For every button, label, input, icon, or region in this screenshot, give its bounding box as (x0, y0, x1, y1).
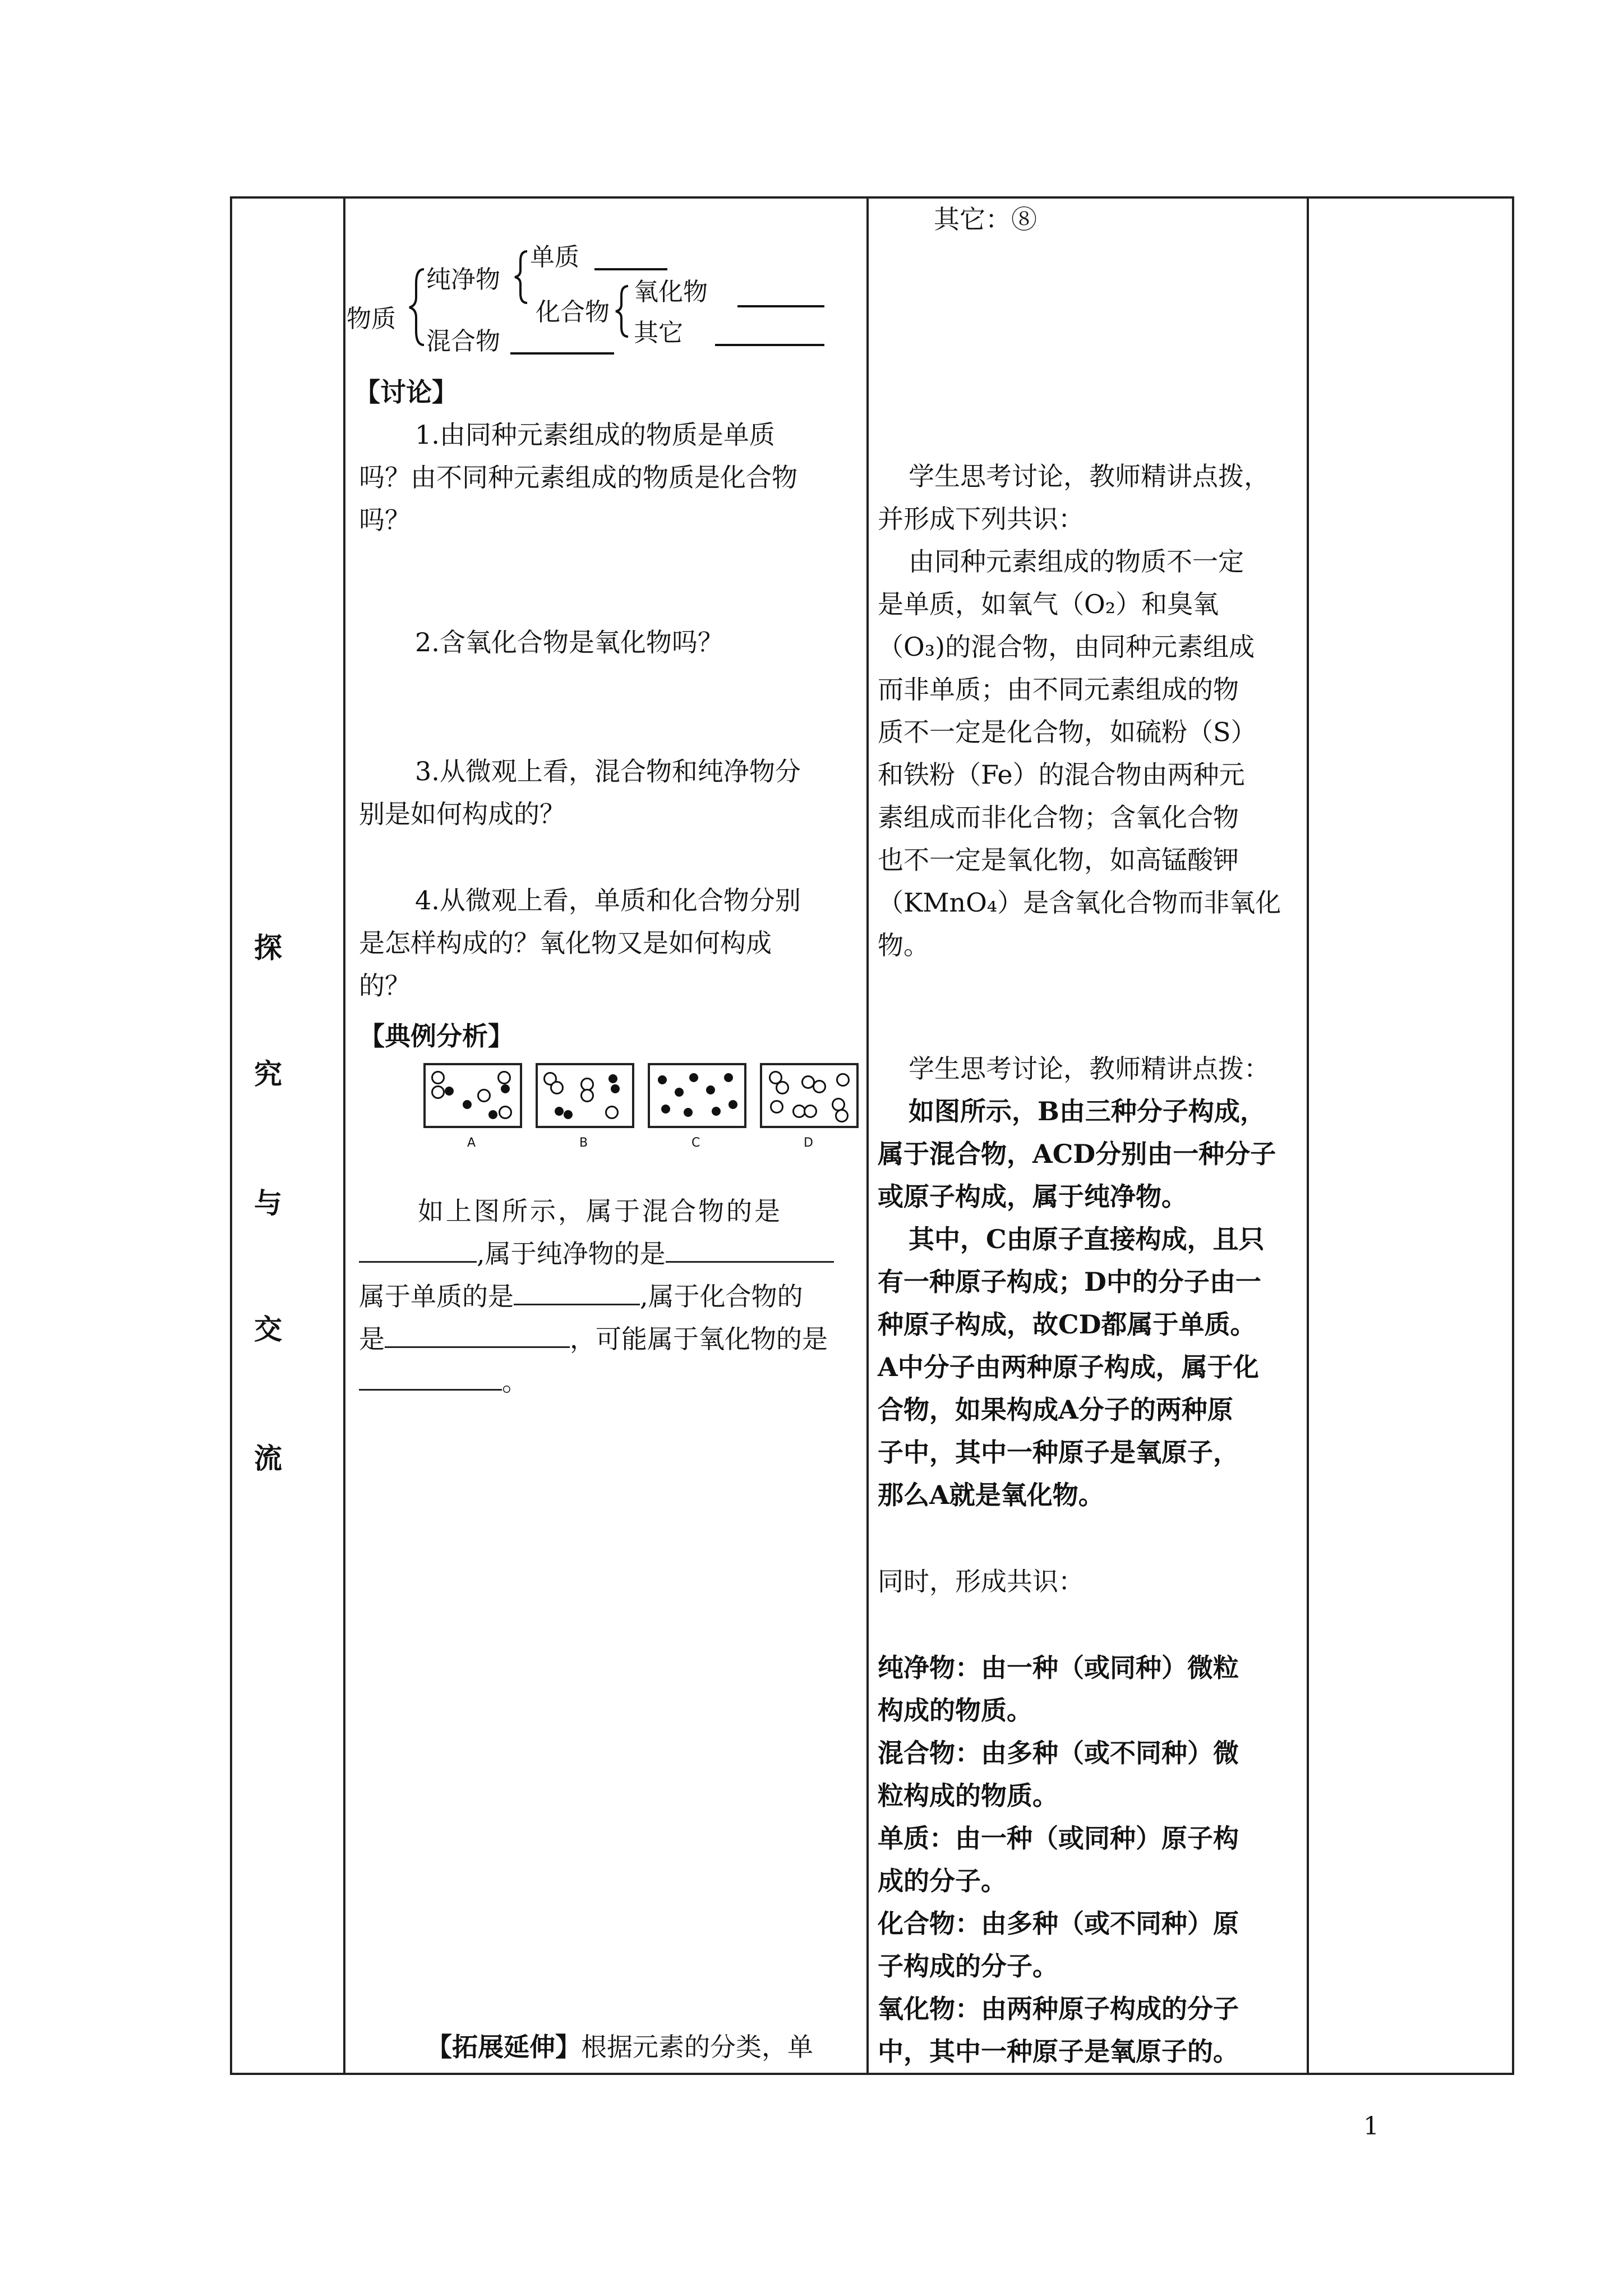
right-p2-line: 素组成而非化合物；含氧化合物 (878, 802, 1239, 832)
side-label-char: 交 (254, 1313, 282, 1346)
filled-atom (463, 1100, 472, 1109)
right-p3: 学生思考讨论，教师精讲点拨： (909, 1053, 1270, 1084)
panel-caption: A (467, 1136, 476, 1150)
right-p2-line: （KMnO₄）是含氧化合物而非氧化 (878, 887, 1281, 918)
question-1-line: 吗？ (359, 505, 411, 535)
right-p4-line: 有一种原子构成；D中的分子由一 (878, 1267, 1261, 1297)
table-bottom-border (230, 2073, 1514, 2075)
side-label-char: 探 (254, 931, 282, 964)
example-line-3 (359, 1274, 803, 1318)
right-p4-line: 属于混合物，ACD分别由一种分子 (878, 1139, 1276, 1169)
table-col-border-5 (1512, 196, 1514, 2075)
panel-b (536, 1063, 634, 1128)
right-top-text: 其它：⑧ (934, 204, 1037, 234)
page-number: 1 (1363, 2112, 1379, 2141)
example-text: 如上图所示，属于混合物的是 (418, 1196, 782, 1226)
definition-line: 成的分子。 (878, 1866, 1007, 1896)
right-p5: 同时，形成共识： (878, 1566, 1084, 1596)
answer-blank-compound[interactable] (385, 1324, 570, 1348)
filled-atom (684, 1108, 693, 1117)
answer-blank-pure[interactable] (666, 1239, 834, 1263)
answer-blank-mixture[interactable] (359, 1239, 477, 1263)
answer-blank-oxide[interactable] (359, 1366, 502, 1391)
definition-line: 混合物：由多种（或不同种）微 (878, 1738, 1239, 1768)
definition-line: 化合物：由多种（或不同种）原 (878, 1908, 1239, 1939)
open-atom (836, 1073, 850, 1087)
definition-line: 单质：由一种（或同种）原子构 (878, 1823, 1239, 1853)
right-p2-line: 也不一定是氧化物，如高锰酸钾 (878, 845, 1239, 875)
example-line-5 (359, 1360, 528, 1404)
filled-atom (445, 1087, 454, 1096)
definition-line: 粒构成的物质。 (878, 1780, 1058, 1811)
open-atom (804, 1105, 817, 1118)
right-p1-line: 并形成下列共识： (878, 504, 1084, 534)
diagram-compound-label: 化合物 (536, 298, 610, 326)
open-atom (550, 1081, 564, 1094)
filled-atom (675, 1088, 684, 1097)
filled-atom (712, 1107, 721, 1116)
panel-caption: D (804, 1136, 813, 1150)
right-p4-line: 子中，其中一种原子是氧原子， (878, 1437, 1239, 1467)
right-p4-line: 合物，如果构成A分子的两种原 (878, 1395, 1233, 1425)
filled-atom (501, 1084, 510, 1093)
filled-atom (728, 1100, 737, 1109)
diagram-pure-label: 纯净物 (426, 265, 500, 294)
table-col-border-3 (866, 196, 869, 2075)
side-label-char: 与 (254, 1186, 282, 1220)
filled-atom (689, 1073, 698, 1082)
diagram-mixture-label: 混合物 (426, 327, 500, 356)
diagram-root-label: 物质 (347, 305, 396, 333)
filled-atom (611, 1084, 620, 1093)
example-line-4 (359, 1317, 828, 1361)
question-2: 2.含氧化合物是氧化物吗？ (415, 627, 723, 657)
filled-atom (658, 1075, 667, 1084)
open-atom (580, 1089, 594, 1102)
right-p2-line: 由同种元素组成的物质不一定 (909, 546, 1244, 577)
table-top-border (230, 196, 1514, 199)
open-atom (499, 1106, 512, 1119)
right-p2-line: 物。 (878, 930, 929, 960)
right-p1-line: 学生思考讨论，教师精讲点拨， (909, 461, 1270, 491)
right-p2-line: 和铁粉（Fe）的混合物由两种元 (878, 760, 1245, 790)
filled-atom (661, 1105, 670, 1114)
extend-text: 根据元素的分类，单 (581, 2032, 813, 2062)
extend-title: 【拓展延伸】 (426, 2032, 581, 2062)
panel-caption: C (691, 1136, 700, 1150)
filled-atom (608, 1074, 617, 1083)
open-atom (770, 1100, 783, 1114)
open-atom (776, 1081, 789, 1094)
example-title: 【典例分析】 (359, 1021, 514, 1051)
question-4-line: 4.从微观上看，单质和化合物分别 (415, 885, 801, 915)
question-1-line: 吗？由不同种元素组成的物质是化合物 (359, 462, 797, 493)
filled-atom (564, 1110, 573, 1119)
right-p4-line: 如图所示，B由三种分子构成， (909, 1096, 1266, 1126)
right-p4-line: 或原子构成，属于纯净物。 (878, 1181, 1187, 1212)
question-3-line: 3.从微观上看，混合物和纯净物分 (415, 756, 801, 786)
question-1-line: 1.由同种元素组成的物质是单质 (415, 420, 775, 450)
example-text: 属于单质的是 (359, 1281, 514, 1312)
right-p2-line: （O₃)的混合物，由同种元素组成 (878, 632, 1255, 662)
filled-atom (724, 1073, 733, 1082)
right-p4-line: 那么A就是氧化物。 (878, 1480, 1104, 1510)
extend-line (426, 2025, 813, 2069)
open-atom (497, 1071, 511, 1084)
definition-line: 中，其中一种原子是氧原子的。 (878, 2036, 1239, 2067)
example-text: 是 (359, 1324, 385, 1354)
example-text: 。 (502, 1366, 528, 1397)
panel-d (760, 1063, 859, 1128)
side-label-char: 究 (254, 1057, 282, 1091)
panel-a (423, 1063, 522, 1128)
side-label-char: 流 (254, 1442, 282, 1475)
example-text: ,属于化合物的 (640, 1281, 803, 1312)
discussion-title: 【讨论】 (354, 377, 458, 407)
question-4-line: 是怎样构成的？氧化物又是如何构成 (359, 928, 772, 958)
open-atom (835, 1109, 849, 1122)
right-p2-line: 是单质，如氧气（O₂）和臭氧 (878, 589, 1219, 619)
example-text: ，可能属于氧化物的是 (570, 1324, 828, 1354)
example-line-1 (418, 1189, 782, 1233)
example-text: ,属于纯净物的是 (477, 1239, 666, 1269)
table-col-border-2 (343, 196, 345, 2075)
table-col-border-1 (230, 196, 232, 2075)
table-col-border-4 (1307, 196, 1309, 2075)
right-p4-line: 其中，C由原子直接构成，且只 (909, 1224, 1265, 1254)
question-4-line: 的？ (359, 970, 411, 1001)
diagram-element-label: 单质 (530, 243, 579, 272)
open-atom (431, 1071, 445, 1084)
filled-atom (706, 1085, 715, 1094)
filled-atom (488, 1110, 497, 1119)
panel-c (648, 1063, 746, 1128)
definition-line: 氧化物：由两种原子构成的分子 (878, 1994, 1239, 2024)
open-atom (605, 1106, 619, 1119)
right-p4-line: 种原子构成，故CD都属于单质。 (878, 1309, 1256, 1340)
definition-line: 构成的物质。 (878, 1695, 1032, 1726)
example-line-2 (359, 1232, 834, 1276)
diagram-other-label: 其它 (634, 319, 683, 347)
right-p4-line: A中分子由两种原子构成，属于化 (878, 1352, 1259, 1382)
open-atom (431, 1085, 445, 1099)
right-p2-line: 质不一定是化合物，如硫粉（S） (878, 717, 1257, 747)
question-3-line: 别是如何构成的？ (359, 799, 565, 829)
definition-line: 纯净物：由一种（或同种）微粒 (878, 1653, 1239, 1683)
right-p2-line: 而非单质；由不同元素组成的物 (878, 674, 1239, 705)
answer-blank-element[interactable] (514, 1281, 640, 1305)
panel-caption: B (579, 1136, 588, 1150)
diagram-oxide-label: 氧化物 (634, 278, 708, 306)
filled-atom (555, 1107, 564, 1116)
open-atom (477, 1089, 491, 1102)
open-atom (813, 1080, 826, 1093)
definition-line: 子构成的分子。 (878, 1951, 1058, 1981)
